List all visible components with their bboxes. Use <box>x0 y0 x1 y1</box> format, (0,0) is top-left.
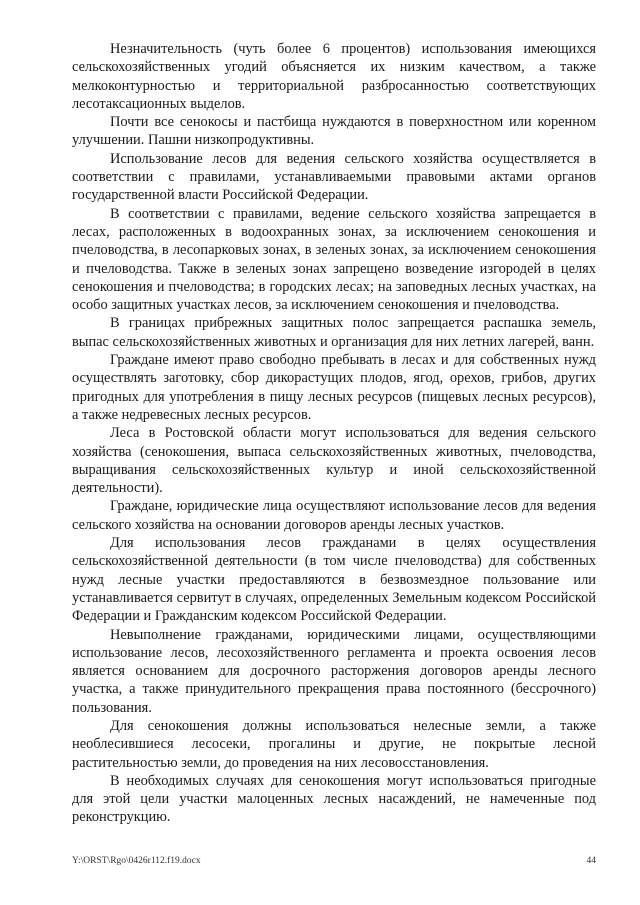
paragraph-1: Незначительность (чуть более 6 процентов) использования имеющихся сельскохозяйственных угодий объясняется их низким качеством, а также мелкоконтурностью и территориальной разбросанностью соответствующих лесотаксационных выделов. <box>72 41 596 112</box>
paragraph-5: В границах прибрежных защитных полос запрещается распашка земель, выпас сельскохозяйственных животных и организация для них летних лагерей, ванн. <box>72 315 596 350</box>
paragraph-2: Почти все сенокосы и пастбища нуждаются в поверхностном или коренном улучшении. Пашни низкопродуктивны. <box>72 114 596 149</box>
paragraph-11: Для сенокошения должны использоваться нелесные земли, а также необлесившиеся лесосеки, прогалины и другие, не покрытые лесной растительностью земли, до проведения на них лесовосстановления. <box>72 717 596 771</box>
footer-file-path: Y:\ORST\Rgo\0426r112.f19.docx <box>72 856 201 866</box>
paragraph-8: Граждане, юридические лица осуществляют использование лесов для ведения сельского хозяйства на основании договоров аренды лесных участков. <box>72 498 596 533</box>
paragraph-7: Леса в Ростовской области могут использоваться для ведения сельского хозяйства (сенокошения, выпаса сельскохозяйственных животных, пчеловодства, выращивания сельскохозяйственных культур и иной сельскохозяйственной деятельности). <box>72 425 596 497</box>
paragraph-10: Невыполнение гражданами, юридическими лицами, осуществляющими использование лесов, лесохозяйственного регламента и проекта освоения лесов является основанием для досрочного расторжения договоров аренды лесного участка, а также принудительного прекращения права постоянного (бессрочного) пользования. <box>72 626 596 716</box>
paragraph-6: Граждане имеют право свободно пребывать в лесах и для собственных нужд осуществлять заготовку, сбор дикорастущих плодов, ягод, орехов, грибов, других пригодных для употребления в пищу лесных ресурсов (пищевых лесных ресурсов), а также недревесных лесных ресурсов. <box>72 352 596 423</box>
paragraph-9: Для использования лесов гражданами в целях осуществления сельскохозяйственной деятельности (в том числе пчеловодства) для собственных нужд лесные участки предоставляются в безвозмездное пользование или устанавливается сервитут в случаях, определенных Земельным кодексом Российской Федерации и Гражданским кодексом Российской Федерации. <box>72 535 596 625</box>
page-number: 44 <box>586 856 596 866</box>
document-body <box>72 40 596 827</box>
paragraph-12: В необходимых случаях для сенокошения могут использоваться пригодные для этой цели участки малоценных лесных насаждений, не намеченные под реконструкцию. <box>72 772 596 826</box>
paragraph-3: Использование лесов для ведения сельского хозяйства осуществляется в соответствии с правилами, устанавливаемыми правовыми актами органов государственной власти Российской Федерации. <box>72 150 596 204</box>
paragraph-4: В соответствии с правилами, ведение сельского хозяйства запрещается в лесах, расположенных в водоохранных зонах, за исключением сенокошения и пчеловодства, в лесопарковых зонах, в зеленых зонах, за исключением сенокошения и пчеловодства. Также в зеленых зонах запрещено возведение изгородей в целях сенокошения и пчеловодства; в городских лесах; на заповедных лесных участках, на особо защитных участках лесов, за исключением сенокошения и пчеловодства. <box>72 205 596 314</box>
